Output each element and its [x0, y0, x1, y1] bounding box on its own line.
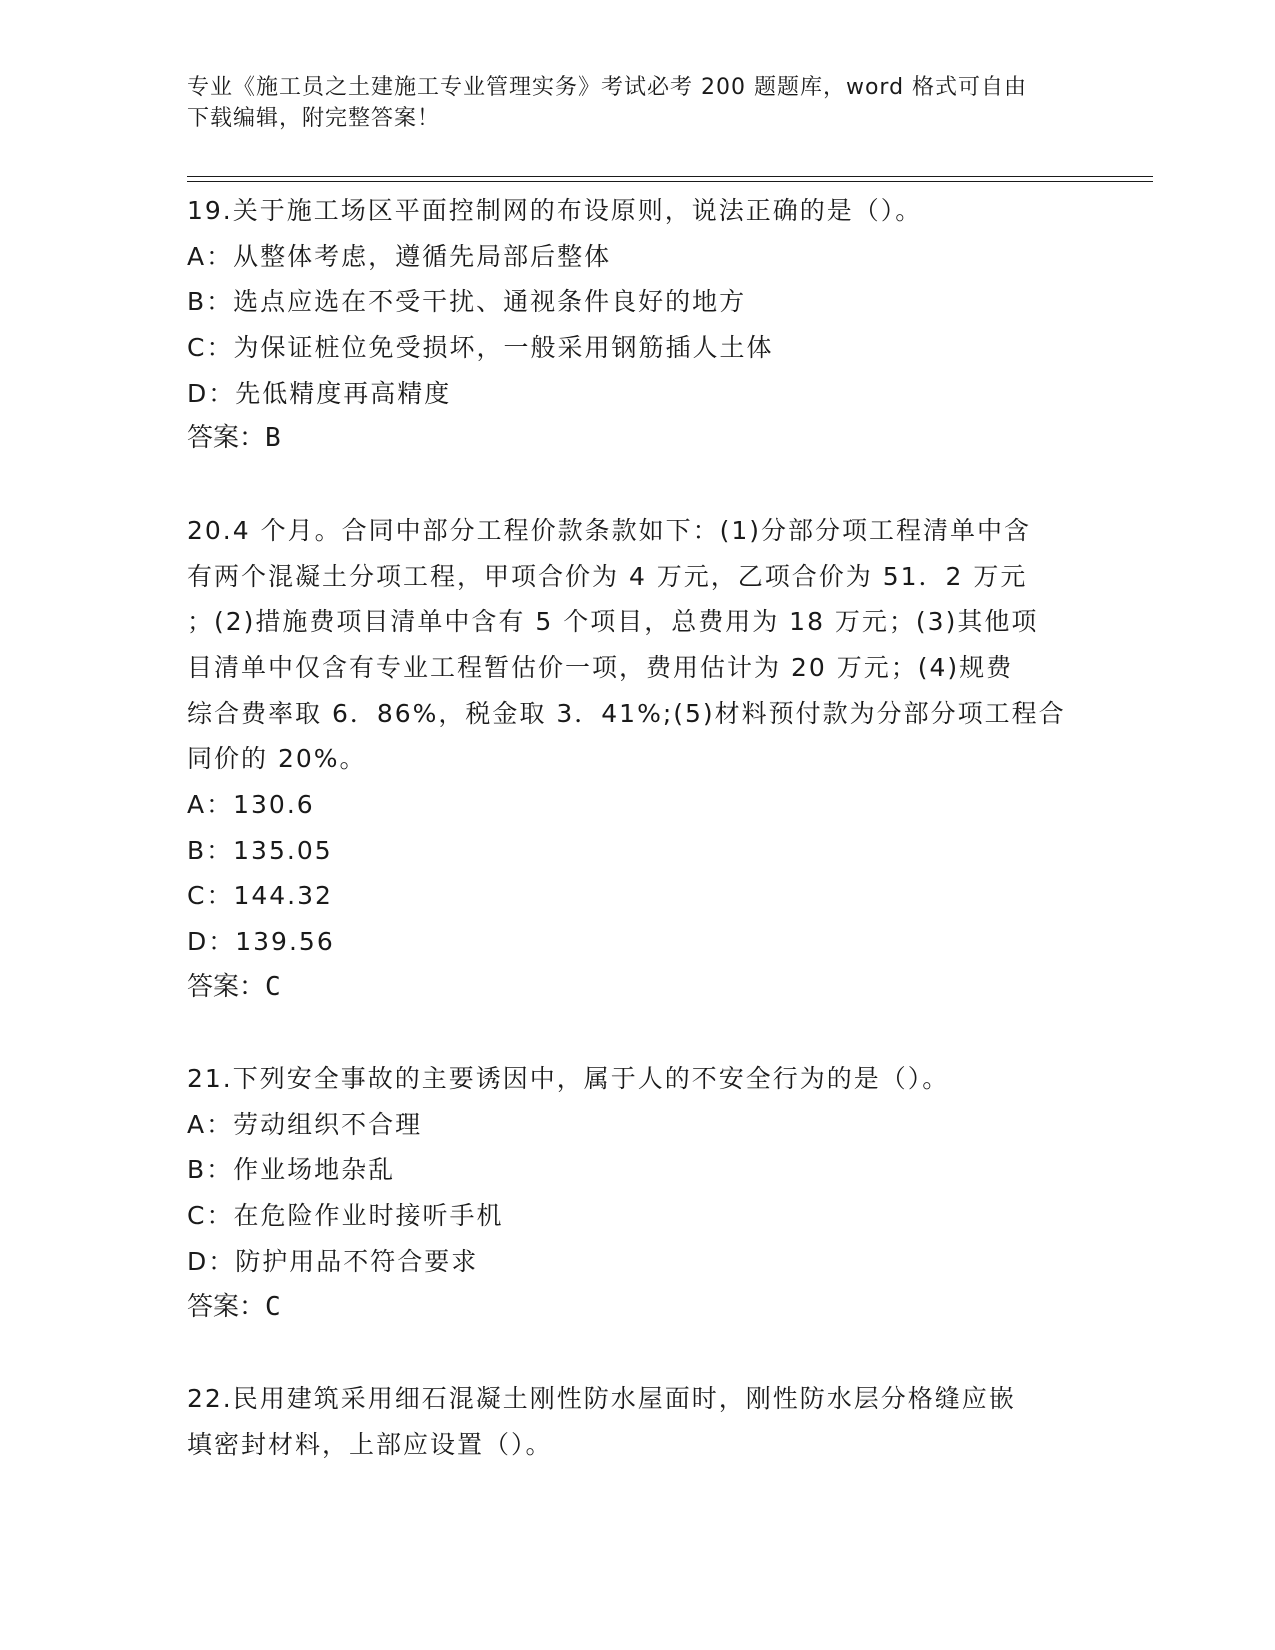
- option-a: A：130.6: [187, 789, 315, 819]
- option-b: B：作业场地杂乱: [187, 1155, 396, 1185]
- option-a: A：从整体考虑，遵循先局部后整体: [187, 241, 612, 271]
- stem-line: ；(2)措施费项目清单中含有 5 个项目，总费用为 18 万元；(3)其他项: [187, 607, 1039, 637]
- option-c: C：144.32: [187, 881, 333, 911]
- option-c: C：在危险作业时接听手机: [187, 1201, 504, 1231]
- question-gap: [187, 462, 1087, 508]
- answer-line: 答案：C: [187, 1291, 281, 1322]
- header-line-2: 下载编辑，附完整答案！: [187, 106, 441, 131]
- option-d: D：先低精度再高精度: [187, 378, 452, 408]
- option-b: B：选点应选在不受干扰、通视条件良好的地方: [187, 287, 747, 317]
- question-gap: [187, 1330, 1087, 1376]
- question-stem: 21.下列安全事故的主要诱因中，属于人的不安全行为的是（）。: [187, 1064, 950, 1094]
- document-header: [187, 72, 1067, 134]
- stem-line: 综合费率取 6．86%，税金取 3．41%;(5)材料预付款为分部分项工程合: [187, 698, 1066, 728]
- option-d: D：防护用品不符合要求: [187, 1246, 479, 1276]
- option-b: B：135.05: [187, 835, 333, 865]
- question-gap: [187, 1010, 1087, 1056]
- answer-line: 答案：C: [187, 971, 281, 1002]
- header-line-1: 专业《施工员之土建施工专业管理实务》考试必考 200 题题库，word 格式可自由: [187, 75, 1028, 100]
- question-19: [187, 188, 1087, 462]
- header-rule-bottom: [187, 181, 1153, 182]
- question-20: [187, 508, 1087, 1011]
- question-21: [187, 1056, 1087, 1330]
- stem-line: 20.4 个月。合同中部分工程价款条款如下：(1)分部分项工程清单中含: [187, 515, 1032, 545]
- question-stem: 19.关于施工场区平面控制网的布设原则，说法正确的是（）。: [187, 196, 923, 225]
- question-stem: [187, 508, 1087, 782]
- option-d: D：139.56: [187, 927, 335, 956]
- stem-line: 22.民用建筑采用细石混凝土刚性防水屋面时，刚性防水层分格缝应嵌: [187, 1383, 1016, 1413]
- stem-line: 目清单中仅含有专业工程暂估价一项，费用估计为 20 万元；(4)规费: [187, 652, 1014, 682]
- stem-line: 同价的 20%。: [187, 744, 367, 774]
- option-c: C：为保证桩位免受损坏，一般采用钢筋插人土体: [187, 333, 774, 363]
- stem-line: 有两个混凝土分项工程，甲项合价为 4 万元，乙项合价为 51．2 万元: [187, 561, 1028, 591]
- question-list: [187, 188, 1087, 1467]
- header-rule-top: [187, 176, 1153, 177]
- answer-line: 答案：B: [187, 423, 281, 454]
- option-a: A：劳动组织不合理: [187, 1109, 423, 1139]
- stem-line: 填密封材料，上部应设置（）。: [187, 1429, 553, 1459]
- question-22: [187, 1376, 1087, 1467]
